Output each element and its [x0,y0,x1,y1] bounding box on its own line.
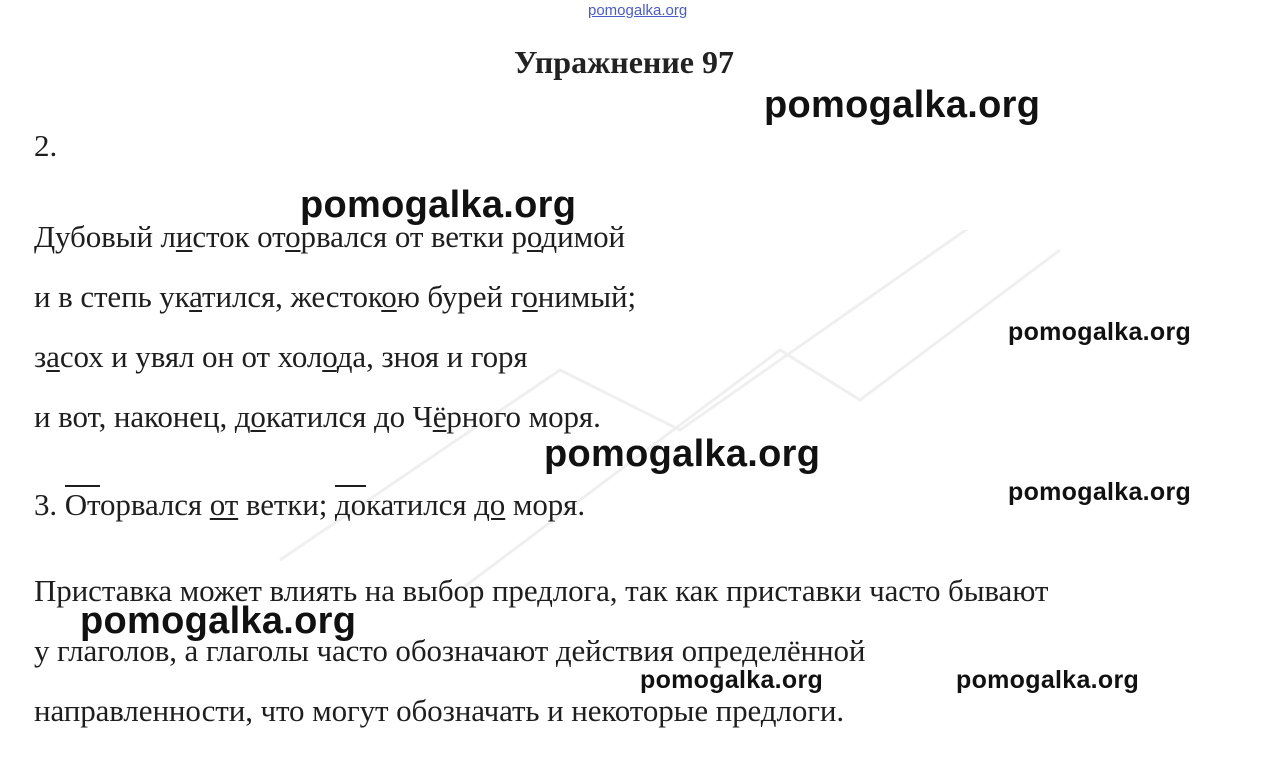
watermark: pomogalka.org [544,433,821,475]
explanation-line-1: Приставка может влиять на выбор предлога, так как приставки часто бывают [34,573,1049,608]
site-link[interactable]: pomogalka.org [588,2,688,19]
watermark: pomogalka.org [1008,478,1192,506]
watermark: pomogalka.org [640,666,824,694]
watermark: pomogalka.org [1008,318,1192,346]
poem-line-4: и вот, наконец, докатился до Чёрного моря. [34,399,601,434]
poem-line-1: Дубовый листок оторвался от ветки родимой [34,219,625,254]
page-title: Упражнение 97 [513,44,734,80]
poem-line-2: и в степь укатился, жестокою бурей гонимый; [34,279,636,314]
explanation-line-2: у глаголов, а глаголы часто обозначают действия определённой [34,633,866,668]
prefix-mark-2: до [334,487,366,522]
item-2-number: 2. [34,128,58,163]
watermark: pomogalka.org [764,84,1041,126]
watermark: pomogalka.org [300,184,577,226]
watermark: pomogalka.org [956,666,1140,694]
poem-line-3: засох и увял он от холода, зноя и горя [34,339,528,374]
prefix-mark-1: От [64,487,101,522]
watermark: pomogalka.org [80,600,357,642]
item-3-answer: 3. Оторвался от ветки; докатился до моря. [34,487,585,522]
preposition-1: от [209,487,239,522]
explanation-line-3: направленности, что могут обозначать и некоторые предлоги. [34,693,844,728]
preposition-2: до [474,487,506,522]
